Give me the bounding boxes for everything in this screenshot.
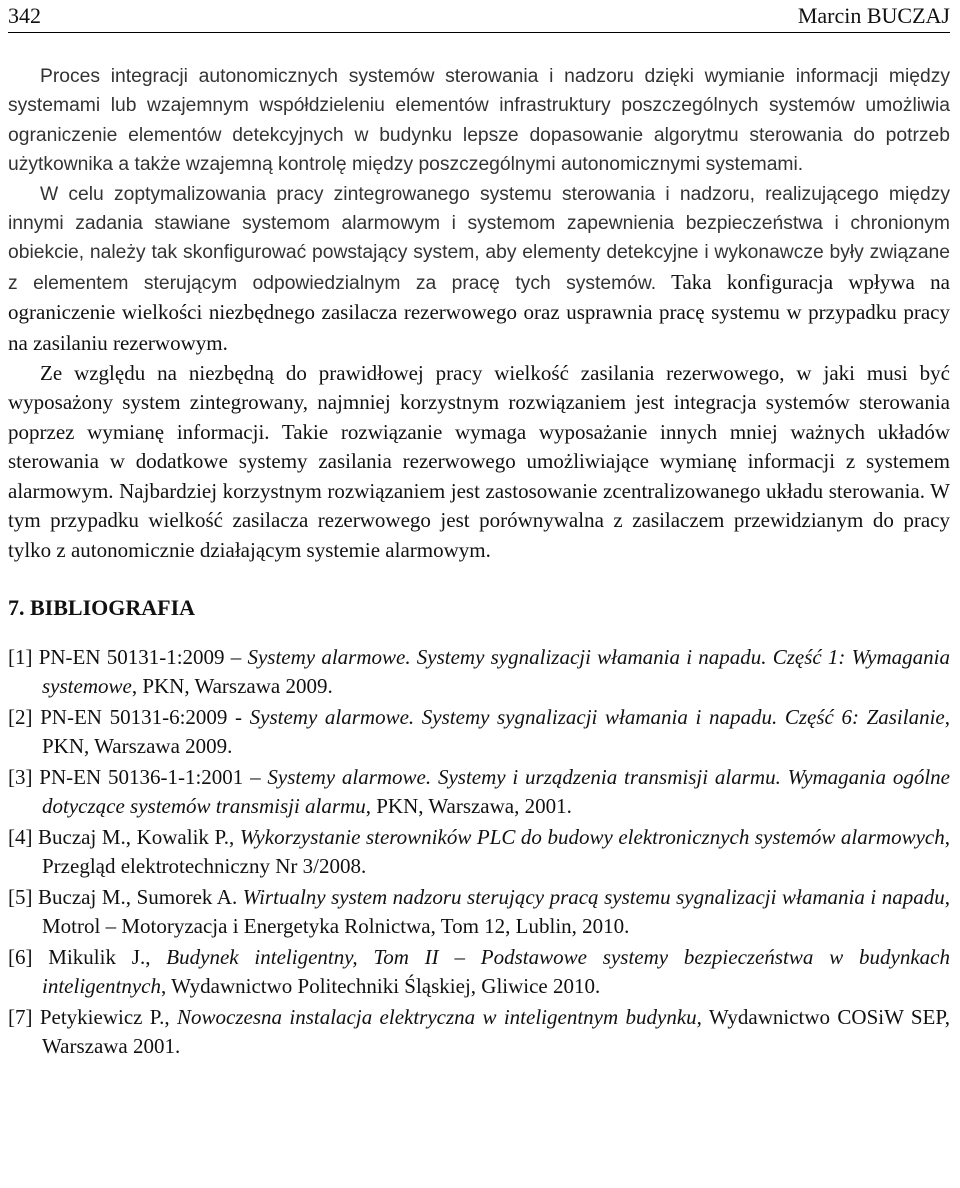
section-heading: 7. BIBLIOGRAFIA <box>8 594 196 620</box>
reference-suffix: , Przegląd elektrotechniczny Nr 3/2008. <box>42 824 950 878</box>
reference-suffix: , PKN, Warszawa 2009. <box>131 673 333 698</box>
page-body <box>8 62 950 1063</box>
reference-item <box>8 943 950 1001</box>
reference-prefix: [3] PN-EN 50136-1-1:2001 – <box>8 764 268 789</box>
reference-title: Budynek inteligentny, Tom II – Podstawowe systemy bezpieczeństwa w budynkach inteligentnych <box>42 944 950 998</box>
paragraph-optimization-sans: W celu zoptymalizowania pracy zintegrowanego systemu sterowania i nadzoru, realizującego między innymi zadania stawiane systemom alarmowym i systemom zapewnienia bezpieczeństwa i chronionym obiekcie, należy tak skonfigurować powstający system, aby elementy detekcyjne i wykonawcze były związane z elementem sterującym odpowiedzialnym za pracę tych systemów. <box>8 183 950 294</box>
reference-prefix: [5] Buczaj M., Sumorek A. <box>8 884 243 909</box>
reference-suffix: , Wydawnictwo Politechniki Śląskiej, Gliwice 2010. <box>160 973 601 998</box>
reference-suffix: , Wydawnictwo COSiW SEP, Warszawa 2001. <box>42 1004 950 1058</box>
reference-title: Nowoczesna instalacja elektryczna w inteligentnym budynku <box>177 1004 697 1029</box>
reference-suffix: , PKN, Warszawa, 2001. <box>365 793 572 818</box>
reference-item <box>8 703 950 761</box>
reference-item <box>8 1003 950 1061</box>
reference-item <box>8 823 950 881</box>
reference-list <box>8 643 950 1061</box>
reference-prefix: [6] Mikulik J., <box>8 944 167 969</box>
reference-title: Systemy alarmowe. Systemy sygnalizacji włamania i napadu. Część 6: Zasilanie <box>249 704 945 729</box>
paragraph-optimization <box>8 180 950 359</box>
reference-title: Systemy alarmowe. Systemy i urządzenia transmisji alarmu. Wymagania ogólne dotyczące systemów transmisji alarmu <box>42 764 950 818</box>
running-header <box>8 0 950 33</box>
reference-suffix: , Motrol – Motoryzacja i Energetyka Rolnictwa, Tom 12, Lublin, 2010. <box>42 884 951 938</box>
paragraph-backup-power: Ze względu na niezbędną do prawidłowej pracy wielkość zasilania rezerwowego, w jaki musi być wyposażony system zintegrowany, najmniej korzystnym rozwiązaniem jest integracja systemów sterowania poprzez wymianę informacji. Takie rozwiązanie wymaga wyposażanie innych mniej ważnych układów sterowania w dodatkowe systemy zasilania rezerwowego umożliwiające wymianę informacji z systemem alarmowym. Najbardziej korzystnym rozwiązaniem jest zastosowanie zcentralizowanego układu sterowania. W tym przypadku wielkość zasilacza rezerwowego jest porównywalna z zasilaczem przewidzianym do pracy tylko z autonomicznie działającym systemie alarmowym. <box>8 361 950 562</box>
paragraph-optimization-serif: Taka konfiguracja wpływa na ograniczenie wielkości niezbędnego zasilacza rezerwowego oraz usprawnia pracę systemu w przypadku pracy na zasilaniu rezerwowym. <box>8 269 950 355</box>
reference-title: Wirtualny system nadzoru sterujący pracą systemu sygnalizacji włamania i napadu <box>242 884 945 909</box>
reference-item <box>8 763 950 821</box>
reference-prefix: [4] Buczaj M., Kowalik P., <box>8 824 240 849</box>
reference-item <box>8 643 950 701</box>
reference-prefix: [2] PN-EN 50131-6:2009 - <box>8 704 250 729</box>
page-number: 342 <box>8 3 41 28</box>
reference-suffix: , PKN, Warszawa 2009. <box>42 704 950 758</box>
reference-prefix: [1] PN-EN 50131-1:2009 – <box>8 644 248 669</box>
paragraph-integration: Proces integracji autonomicznych systemów sterowania i nadzoru dzięki wymianie informacji między systemami lub wzajemnym współdzieleniu elementów infrastruktury poszczególnych systemów umożliwia ograniczenie elementów detekcyjnych w budynku lepsze dopasowanie algorytmu sterowania do potrzeb użytkownika a także wzajemną kontrolę między poszczególnymi autonomicznymi systemami. <box>8 66 950 176</box>
reference-item <box>8 883 950 941</box>
reference-title: Systemy alarmowe. Systemy sygnalizacji włamania i napadu. Część 1: Wymagania systemowe <box>42 644 950 698</box>
running-author: Marcin BUCZAJ <box>797 3 950 28</box>
reference-title: Wykorzystanie sterowników PLC do budowy elektronicznych systemów alarmowych <box>239 824 945 849</box>
reference-prefix: [7] Petykiewicz P., <box>8 1004 178 1029</box>
